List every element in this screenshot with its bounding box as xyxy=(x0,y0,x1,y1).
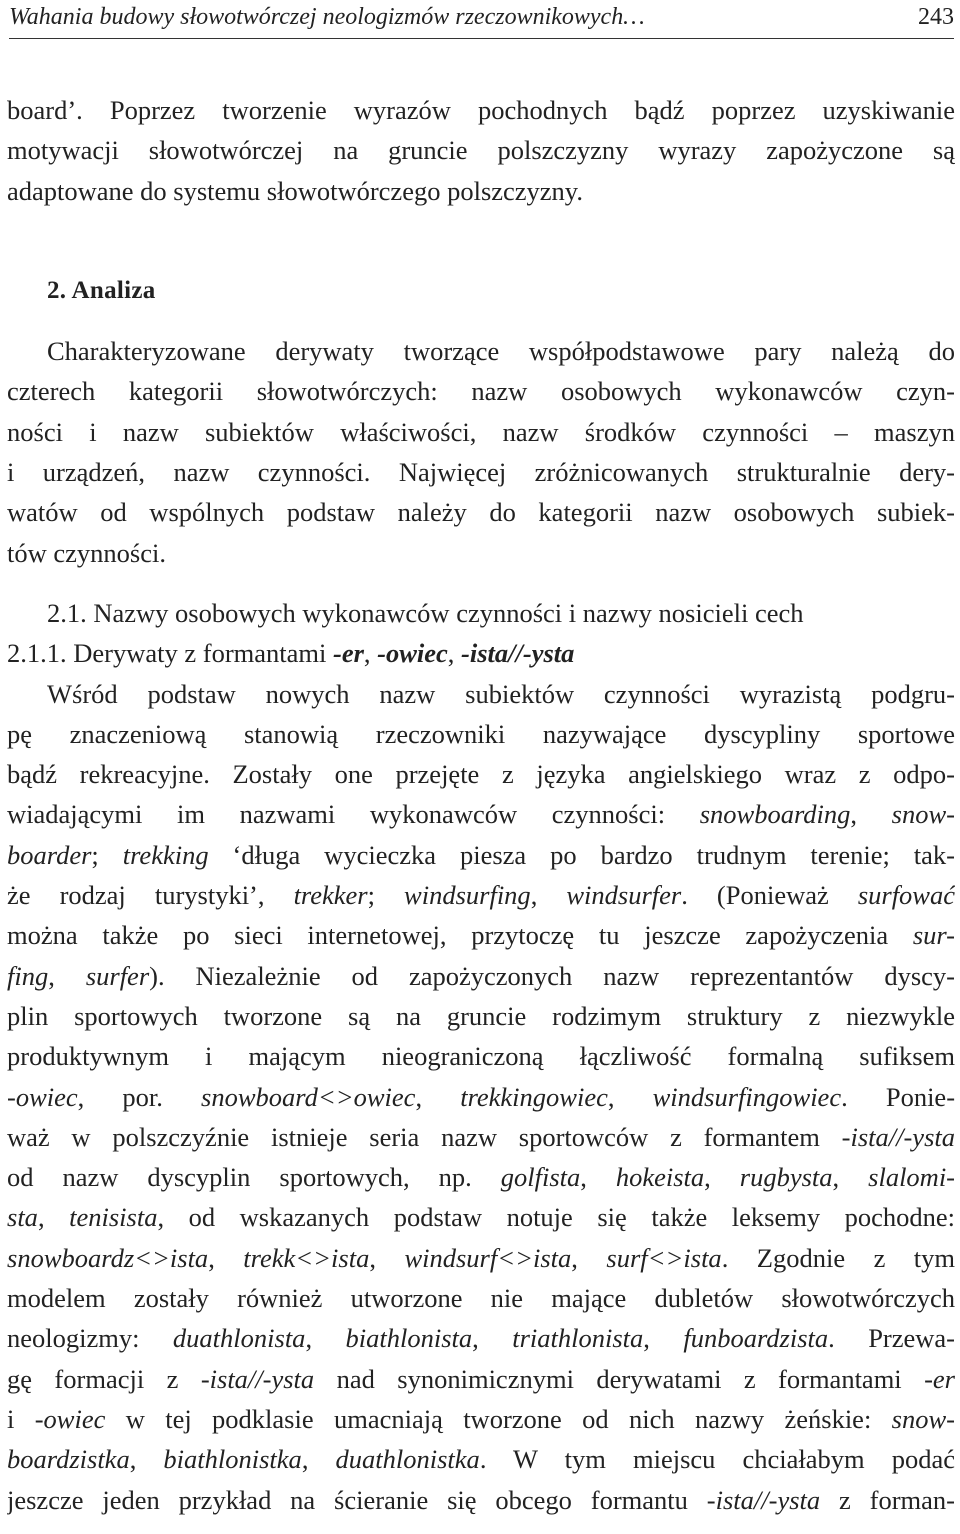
text-line: od nazw dyscyplin sportowych, np. golfista, hokeista, rugbysta, slalomi- xyxy=(7,1162,955,1193)
text-line: boarder; trekking ‘długa wycieczka piesza po bardzo trudnym terenie; tak- xyxy=(7,839,955,870)
text-line: ności i nazw subiektów właściwości, nazw środków czynności – maszyn xyxy=(7,416,955,447)
running-header xyxy=(9,0,954,39)
page-number: 243 xyxy=(918,4,954,30)
subsubsection-heading: 2.1.1. Derywaty z formantami -er, -owiec, -ista//-ysta xyxy=(7,638,575,669)
text-line: fing, surfer). Niezależnie od zapożyczonych nazw reprezentantów dyscy- xyxy=(7,960,955,991)
text-line: Charakteryzowane derywaty tworzące współpodstawowe pary należą do xyxy=(47,336,955,367)
text-line: tów czynności. xyxy=(7,537,166,568)
text-line: snowboardz<>ista, trekk<>ista, windsurf<>ista, surf<>ista. Zgodnie z tym xyxy=(7,1242,955,1273)
section-heading: 2. Analiza xyxy=(47,276,156,304)
text-line: i -owiec w tej podklasie umacniają tworzone od nich nazwy żeńskie: snow- xyxy=(7,1403,955,1434)
text-line: wiadającymi im nazwami wykonawców czynności: snowboarding, snow- xyxy=(7,799,955,830)
text-line: Wśród podstaw nowych nazw subiektów czynności wyrazistą podgru- xyxy=(47,678,955,709)
text-line: czterech kategorii słowotwórczych: nazw osobowych wykonawców czyn- xyxy=(7,376,955,407)
text-line: pę znaczeniową stanowią rzeczowniki nazywające dyscypliny sportowe xyxy=(7,718,955,749)
text-line: można także po sieci internetowej, przytoczę tu jeszcze zapożyczenia sur- xyxy=(7,920,955,951)
subsection-heading: 2.1. Nazwy osobowych wykonawców czynności i nazwy nosicieli cech xyxy=(47,597,804,628)
text-line: jeszcze jeden przykład na ścieranie się obcego formantu -ista//-ysta z forman- xyxy=(7,1484,955,1515)
text-line: sta, tenisista, od wskazanych podstaw notuje się także leksemy pochodne: xyxy=(7,1202,955,1233)
text-line: plin sportowych tworzone są na gruncie rodzimym struktury z niezwykle xyxy=(7,1000,955,1031)
text-line: adaptowane do systemu słowotwórczego polszczyzny. xyxy=(7,175,583,206)
text-line: boardzistka, biathlonistka, duathlonistka. W tym miejscu chciałabym podać xyxy=(7,1444,955,1475)
text-line: gę formacji z -ista//-ysta nad synonimicznymi derywatami z formantami -er xyxy=(7,1363,955,1394)
text-line: motywacji słowotwórczej na gruncie polszczyzny wyrazy zapożyczone są xyxy=(7,135,955,166)
running-title: Wahania budowy słowotwórczej neologizmów rzeczownikowych… xyxy=(9,4,645,30)
body-text xyxy=(7,90,955,1520)
spacer xyxy=(7,211,955,271)
text-line: produktywnym i mającym nieograniczoną łączliwość formalną sufiksem xyxy=(7,1041,955,1072)
text-line: bądź rekreacyjne. Zostały one przejęte z języka angielskiego wraz z odpo- xyxy=(7,759,955,790)
text-line: -owiec, por. snowboard<>owiec, trekkingowiec, windsurfingowiec. Ponie- xyxy=(7,1081,955,1112)
text-line: i urządzeń, nazw czynności. Najwięcej zróżnicowanych strukturalnie dery- xyxy=(7,457,955,488)
spacer xyxy=(7,573,955,593)
text-line: neologizmy: duathlonista, biathlonista, triathlonista, funboardzista. Przewa- xyxy=(7,1323,955,1354)
text-line: że rodzaj turystyki’, trekker; windsurfing, windsurfer. (Ponieważ surfować xyxy=(7,880,955,911)
text-line: watów od wspólnych podstaw należy do kategorii nazw osobowych subiek- xyxy=(7,497,955,528)
text-line: board’. Poprzez tworzenie wyrazów pochodnych bądź poprzez uzyskiwanie xyxy=(7,95,955,125)
spacer xyxy=(7,311,955,331)
text-line: modelem zostały również utworzone nie mające dubletów słowotwórczych xyxy=(7,1283,955,1314)
text-line: waż w polszczyźnie istnieje seria nazw sportowców z formantem -ista//-ysta xyxy=(7,1121,955,1152)
